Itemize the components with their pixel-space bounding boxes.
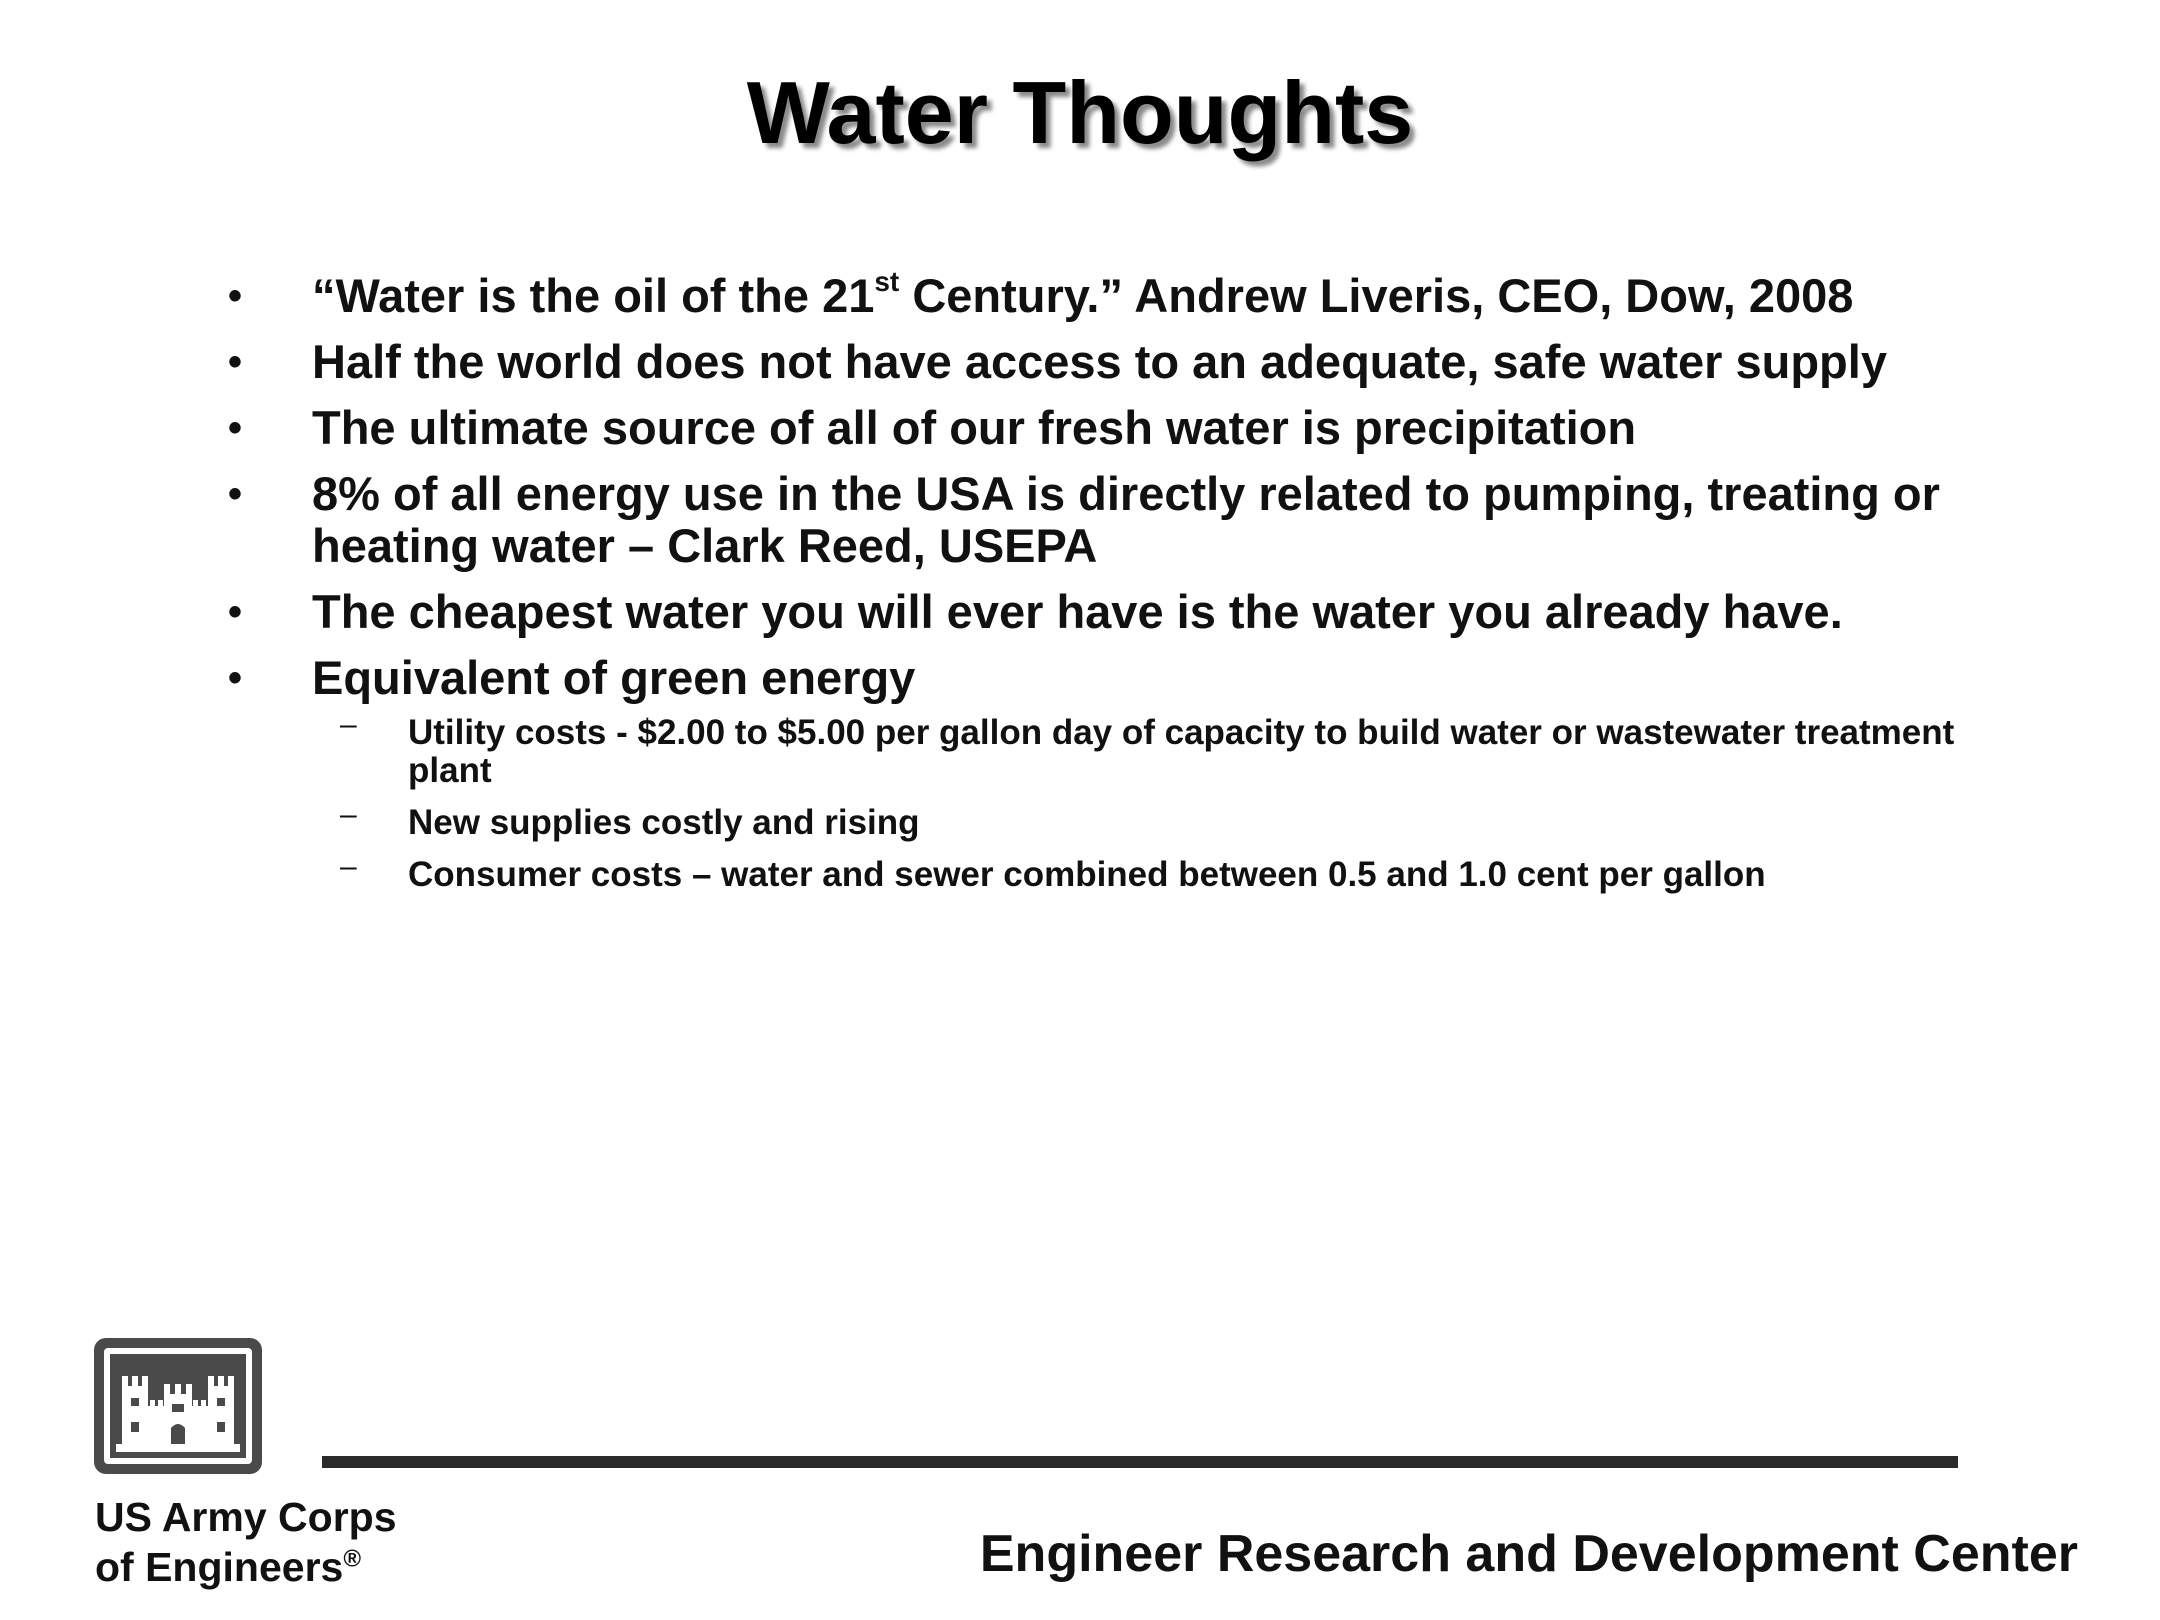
subbullet-list: [312, 708, 2040, 894]
bullet-item: [0, 336, 2160, 388]
bullet-text: 8% of all energy use in the USA is directly related to pumping, treating or heating water – Clark Reed, USEPA: [312, 467, 1940, 572]
bullet-text: The ultimate source of all of our fresh water is precipitation: [312, 401, 1637, 454]
subbullet-marker: –: [340, 798, 357, 831]
subbullet-text: Utility costs - $2.00 to $5.00 per gallon day of capacity to build water or wastewater treatment plant: [408, 713, 1955, 790]
bullet-marker: •: [228, 274, 243, 318]
center-name: Engineer Research and Development Center: [979, 1525, 2078, 1583]
bullet-text: The cheapest water you will ever have is the water you already have.: [312, 585, 1843, 638]
slide-title: Water Thoughts: [746, 63, 1414, 162]
bullet-marker: •: [228, 406, 243, 450]
castle-icon: [92, 1336, 264, 1476]
bullet-item: [0, 468, 2160, 572]
subbullet-marker: –: [340, 850, 357, 883]
subbullet-item: [312, 798, 2040, 842]
subbullet-text: Consumer costs – water and sewer combined between 0.5 and 1.0 cent per gallon: [408, 855, 1766, 894]
subbullet-text: New supplies costly and rising: [408, 803, 920, 842]
bullet-text-tail: Century.” Andrew Liveris, CEO, Dow, 2008: [899, 269, 1854, 322]
bullet-text: Equivalent of green energy: [312, 651, 916, 704]
ordinal-suffix: st: [874, 266, 900, 298]
bullet-marker: •: [228, 656, 243, 700]
bullet-text: “Water is the oil of the 21: [312, 269, 875, 322]
subbullet-item: [312, 850, 2040, 894]
bullet-item: [0, 402, 2160, 454]
bullet-item: [0, 266, 2160, 322]
organization-name-line2: [95, 1542, 397, 1592]
bullet-item: [0, 586, 2160, 638]
organization-name-line1: US Army Corps: [95, 1494, 397, 1540]
registered-mark: ®: [343, 1545, 362, 1573]
bullet-marker: •: [228, 340, 243, 384]
bullet-marker: •: [228, 590, 243, 634]
bullet-marker: •: [228, 472, 243, 516]
bullet-text: Half the world does not have access to an adequate, safe water supply: [312, 335, 1887, 388]
subbullet-item: [312, 708, 2040, 790]
organization-name: [95, 1492, 397, 1592]
bullet-item: [0, 652, 2160, 894]
bullet-list: [0, 266, 2160, 908]
subbullet-marker: –: [340, 708, 357, 741]
organization-name-line2-text: of Engineers: [95, 1544, 344, 1590]
footer-divider: [322, 1456, 1958, 1468]
